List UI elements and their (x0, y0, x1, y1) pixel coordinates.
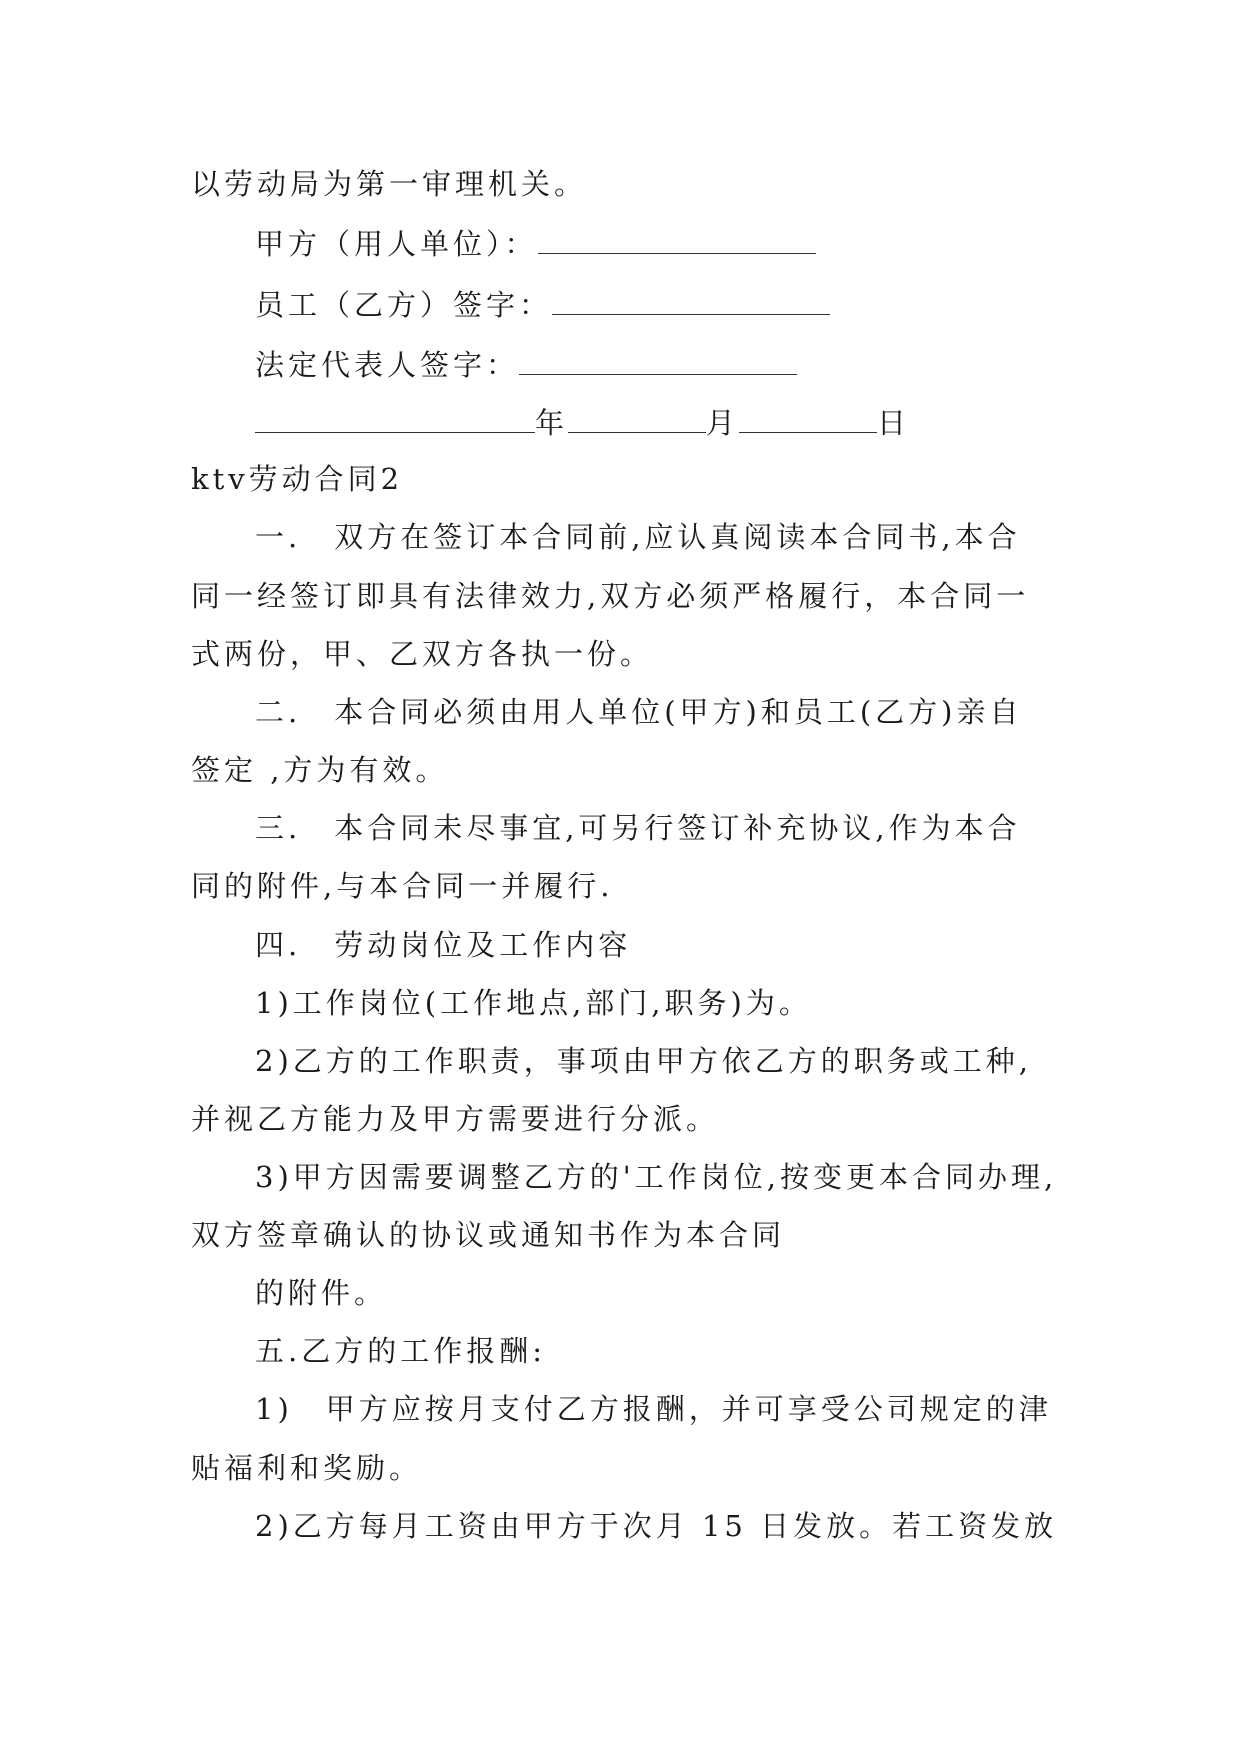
employee-signature-blank (552, 292, 830, 315)
clause-1-line-2: 同一经签订即具有法律效力,双方必须严格履行，本合同一 (191, 579, 1030, 613)
clause-4-item-3-line-2: 双方签章确认的协议或通知书作为本合同 (191, 1218, 786, 1252)
clause-2-line-1: 二. 本合同必须由用人单位(甲方)和员工(乙方)亲自 (255, 695, 1023, 729)
clause-1-line-3: 式两份，甲、乙双方各执一份。 (191, 637, 654, 671)
clause-4-item-3-line-1: 3)甲方因需要调整乙方的'工作岗位,按变更本合同办理, (255, 1160, 1058, 1194)
clause-4-item-1: 1)工作岗位(工作地点,部门,职务)为。 (255, 986, 812, 1020)
party-a-blank (538, 231, 816, 254)
clause-1-line-1: 一. 双方在签订本合同前,应认真阅读本合同书,本合 (255, 520, 1021, 554)
employee-signature-line (255, 287, 830, 323)
year-blank (255, 410, 535, 433)
party-a-line (255, 226, 816, 262)
year-label: 年 (535, 406, 569, 440)
month-label: 月 (706, 406, 740, 440)
clause-3-line-1: 三. 本合同未尽事宜,可另行签订补充协议,作为本合 (255, 811, 1021, 845)
party-a-label: 甲方（用人单位）： (255, 227, 538, 261)
legal-rep-signature-blank (519, 352, 797, 375)
clause-4-item-2-line-2: 并视乙方能力及甲方需要进行分派。 (191, 1102, 720, 1136)
employee-signature-label: 员工（乙方）签字： (255, 288, 553, 322)
day-label: 日 (877, 406, 911, 440)
clause-4-heading: 四. 劳动岗位及工作内容 (255, 928, 632, 962)
clause-4-item-2-line-1: 2)乙方的工作职责，事项由甲方依乙方的职务或工种, (255, 1044, 1032, 1078)
clause-5-item-2-line-1: 2)乙方每月工资由甲方于次月 15 日发放。若工资发放 (255, 1509, 1058, 1543)
day-blank (739, 410, 877, 433)
section-heading: ktv劳动合同2 (191, 462, 404, 496)
clause-3-line-2: 同的附件,与本合同一并履行. (191, 869, 614, 903)
clause-4-item-3-line-3: 的附件。 (255, 1276, 388, 1310)
month-blank (568, 410, 706, 433)
clause-5-item-1-line-2: 贴福利和奖励。 (191, 1451, 423, 1485)
legal-rep-signature-label: 法定代表人签字： (255, 348, 520, 382)
clause-5-item-1-line-1: 1) 甲方应按月支付乙方报酬，并可享受公司规定的津 (255, 1392, 1052, 1426)
clause-2-line-2: 签定 ,方为有效。 (191, 753, 449, 787)
date-line (255, 405, 910, 441)
clause-5-heading: 五.乙方的工作报酬: (255, 1334, 546, 1368)
legal-rep-signature-line (255, 347, 797, 383)
text-line: 以劳动局为第一审理机关。 (191, 167, 588, 201)
